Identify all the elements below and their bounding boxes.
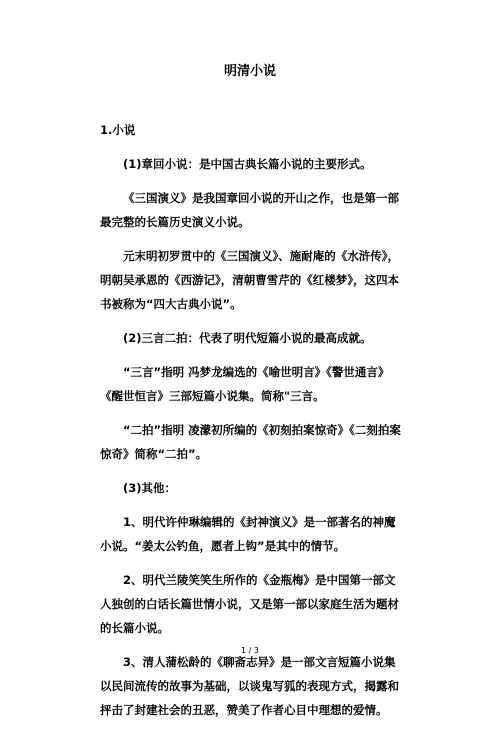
list-item: 3、清人蒲松龄的《聊斋志异》是一部文言短篇小说集以民间流传的故事为基础，以谈鬼写狐的表现方式，揭露和抨击了封建社会的丑恶，赞美了作者心目中理想的爱情。 [100,655,399,717]
paragraph: 《三国演义》是我国章回小说的开山之作，也是第一部最完整的长篇历史演义小说。 [100,191,399,229]
page-title: 明清小说 [223,64,276,79]
subsection-heading: (3)其他： [123,481,177,495]
section-heading: 1.小说 [100,123,136,137]
subsection-heading: (2)三言二拍：代表了明代短篇小说的最高成就。 [123,331,372,345]
page-number: 1 / 3 [241,646,259,655]
document-body [100,118,402,732]
paragraph: “三言”指明 冯梦龙编选的《喻世明言》《警世通言》《醒世恒言》三部短篇小说集。简称"三言。 [100,365,390,403]
subsection-heading: (1)章回小说：是中国古典长篇小说的主要形式。 [123,157,372,171]
list-item: 2、明代兰陵笑笑生所作的《金瓶梅》是中国第一部文人独创的白话长篇世情小说，又是第一部以家庭生活为题材的长篇小说。 [100,573,399,635]
paragraph: 元末明初罗贯中的《三国演义》、施耐庵的《水浒传》， 明朝吴承恩的《西游记》，清朝曹雪芹的《红楼梦》，这四本书被称为“四大古典小说”。 [100,249,399,311]
paragraph: “二拍”指明 凌濛初所编的《初刻拍案惊奇》《二刻拍案惊奇》简称“二拍”。 [100,423,401,461]
list-item: 1、明代许仲琳编辑的《封神演义》是一部著名的神魔小说。“姜太公钓鱼，愿者上钩”是其中的情节。 [100,515,396,553]
